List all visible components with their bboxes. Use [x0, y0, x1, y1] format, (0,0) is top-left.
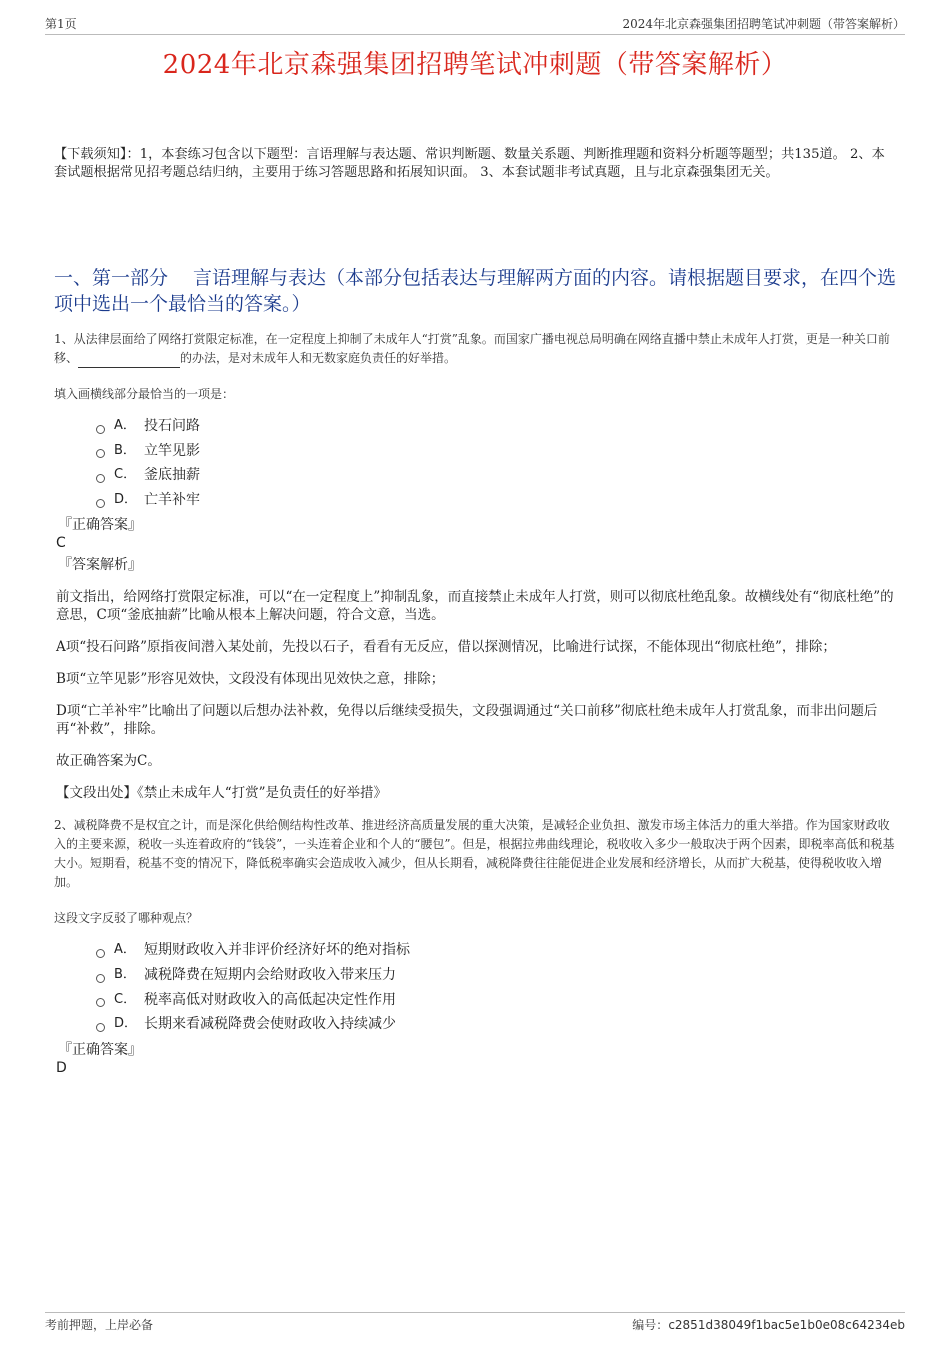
radio-icon[interactable]: [96, 998, 105, 1007]
question-1-options: [96, 414, 895, 512]
answer-value: D: [56, 1059, 67, 1076]
analysis-paragraph: B项“立竿见影”形容见效快，文段没有体现出见效快之意，排除；: [56, 671, 445, 688]
radio-icon[interactable]: [96, 449, 105, 458]
analysis-paragraph: 前文指出，给网络打赏限定标准，可以“在一定程度上”抑制乱象，而直接禁止未成年人打赏，则可以彻底杜绝乱象。故横线处有“彻底杜绝”的意思，C项“釜底抽薪”比喻从根本上解决问题，符合文意，当选。: [56, 589, 894, 624]
radio-icon[interactable]: [96, 499, 105, 508]
answer-value: C: [56, 535, 66, 552]
analysis-paragraph: 故正确答案为C。: [56, 753, 161, 770]
question-2-stem: 2、减税降费不是权宜之计，而是深化供给侧结构性改革、推进经济高质量发展的重大决策，是减轻企业负担、激发市场主体活力的重大举措。作为国家财政收入的主要来源，税收一头连着政府的“钱袋”，一头连着企业和个人的“腰包”。但是，根据拉弗曲线理论，税收收入多少一般取决于两个因素，即税率高低和税基大小。短期看，税基不变的情况下，降低税率确实会造成收入减少，但从长期看，减税降费往往能促进企业发展和经济增长，从而扩大税基，使得税收收入增加。: [54, 818, 895, 890]
answer-label: 『正确答案』: [58, 517, 142, 534]
analysis-paragraph: A项“投石问路”原指夜间潜入某处前，先投以石子，看看有无反应，借以探测情况，比喻进行试探，不能体现出“彻底杜绝”，排除；: [56, 639, 836, 656]
analysis-label: 『答案解析』: [58, 557, 142, 574]
section-title: 一、第一部分 言语理解与表达（本部分包括表达与理解两方面的内容。请根据题目要求，在四个选项中选出一个最恰当的答案。）: [54, 267, 897, 315]
question-list: [54, 330, 895, 1077]
option-d[interactable]: D． 亡羊补牢: [96, 488, 895, 513]
question-1-prompt: 填入画横线部分最恰当的一项是：: [54, 387, 235, 401]
question-1-stem: 1、从法律层面给了网络打赏限定标准，在一定程度上抑制了未成年人“打赏”乱象。而国家广播电视总局明确在网络直播中禁止未成年人打赏，更是一种关口前移、 的办法，是对未成年人和无数家庭负责任的好举措。: [54, 330, 895, 368]
page-number: 第1页: [45, 17, 77, 31]
answer-label: 『正确答案』: [58, 1041, 142, 1058]
document-title: 2024年北京森强集团招聘笔试冲刺题（带答案解析）: [162, 50, 788, 80]
question-1: [54, 330, 895, 802]
page-footer: [45, 1312, 905, 1333]
option-c[interactable]: C． 税率高低对财政收入的高低起决定性作用: [96, 988, 895, 1013]
analysis-paragraph: D项“亡羊补牢”比喻出了问题以后想办法补救，免得以后继续受损失，文段强调通过“关口前移”彻底杜绝未成年人打赏乱象，而非出问题后再“补救”，排除。: [56, 703, 878, 738]
radio-icon[interactable]: [96, 1023, 105, 1032]
text-source: 【文段出处】《禁止未成年人“打赏”是负责任的好举措》: [56, 785, 388, 802]
radio-icon[interactable]: [96, 474, 105, 483]
option-b[interactable]: B． 减税降费在短期内会给财政收入带来压力: [96, 963, 895, 988]
option-a[interactable]: A． 投石问路: [96, 414, 895, 439]
option-c[interactable]: C． 釜底抽薪: [96, 463, 895, 488]
radio-icon[interactable]: [96, 949, 105, 958]
radio-icon[interactable]: [96, 974, 105, 983]
question-2-prompt: 这段文字反驳了哪种观点？: [54, 911, 199, 926]
question-2: [54, 816, 895, 1076]
question-2-options: [96, 938, 895, 1036]
footer-slogan: 考前押题，上岸必备: [45, 1318, 154, 1332]
option-a[interactable]: A． 短期财政收入并非评价经济好坏的绝对指标: [96, 938, 895, 963]
page-header: [45, 14, 905, 35]
fill-blank: [78, 355, 180, 368]
radio-icon[interactable]: [96, 425, 105, 434]
option-d[interactable]: D． 长期来看减税降费会使财政收入持续减少: [96, 1012, 895, 1037]
option-b[interactable]: B． 立竿见影: [96, 439, 895, 464]
download-notice: 【下载须知】：1，本套练习包含以下题型：言语理解与表达题、常识判断题、数量关系题、判断推理题和资料分析题等题型；共135道。 2、本套试题根据常见招考题总结归纳，主要用于练习答题思路和拓展知识面。 3、本套试题非考试真题，且与北京森强集团无关。: [54, 147, 885, 180]
document-code: 编号：c2851d38049f1bac5e1b0e08c64234eb: [632, 1318, 905, 1332]
running-title: 2024年北京森强集团招聘笔试冲刺题（带答案解析）: [622, 17, 905, 31]
